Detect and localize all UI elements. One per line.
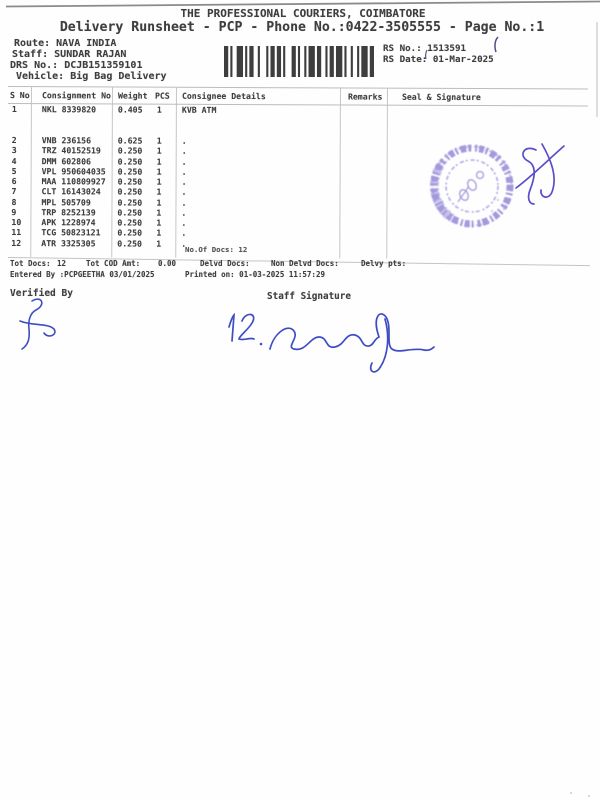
cell-consignment: TRP 8252139 (41, 206, 96, 218)
vehicle-label: Vehicle: (16, 71, 65, 82)
pen-apostrophe-mark (421, 49, 431, 61)
cell-weight: 0.250 (117, 217, 143, 228)
cell-consignee: . (181, 156, 187, 167)
cell-weight: 0.250 (117, 145, 143, 156)
cell-pcs: 1 (156, 166, 162, 177)
scan-speck (570, 792, 572, 794)
staff-value: SUNDAR RAJAN (54, 49, 127, 60)
route-label: Route: (14, 38, 51, 49)
cell-weight: 0.250 (117, 176, 143, 187)
rs-no-label: RS No.: (383, 43, 422, 54)
runsheet-subtitle: Delivery Runsheet - PCP - Phone No.:0422-3505555 - Page No.:1 (59, 20, 545, 35)
drs-value: DCJB151359101 (64, 60, 143, 71)
cell-consignment: TCG 50823121 (41, 227, 101, 238)
rubber-stamp (422, 140, 522, 232)
cell-consignee: . (181, 166, 187, 177)
cell-sno: 6 (11, 176, 17, 187)
route-value: NAVA INDIA (56, 38, 117, 49)
route-line (14, 38, 116, 49)
entered-by: Entered By :PCPGEETHA 03/01/2025 (10, 269, 155, 279)
cell-pcs: 1 (156, 186, 162, 197)
cell-sno: 11 (11, 227, 22, 238)
printed-on: Printed on: 01-03-2025 11:57:29 (185, 269, 325, 279)
cell-consignee: . (181, 197, 187, 208)
seal-initials-signature (508, 134, 572, 210)
delvd-docs-label: Delvd Docs: (200, 259, 250, 268)
cell-weight: 0.250 (117, 166, 143, 177)
cell-pcs: 1 (156, 145, 162, 156)
cell-weight: 0.250 (117, 196, 143, 208)
cell-sno: 8 (11, 196, 17, 207)
verified-by-signature (6, 293, 76, 353)
cell-consignment: ATR 3325305 (41, 237, 96, 248)
cell-pcs: 1 (156, 104, 162, 115)
cell-sno: 4 (11, 155, 17, 166)
cell-weight: 0.625 (117, 135, 143, 146)
table-row (8, 104, 588, 138)
col-header-pcs: PCS (154, 90, 170, 101)
cell-consignment: CLT 16143024 (41, 186, 101, 197)
cell-consignment: VNB 236156 (41, 135, 92, 146)
vehicle-line (16, 71, 167, 82)
cell-weight: 0.250 (117, 237, 142, 249)
drs-label: DRS No.: (10, 60, 59, 71)
vehicle-value: Big Bag Delivery (70, 71, 167, 82)
cell-pcs: 1 (156, 207, 162, 218)
cell-weight: 0.250 (117, 207, 143, 218)
cell-weight: 0.250 (117, 186, 143, 197)
staff-signature-label: Staff Signature (267, 291, 351, 302)
cell-sno: 10 (11, 217, 22, 228)
table-row (7, 237, 587, 250)
cell-consignee: . (181, 146, 187, 157)
cell-sno: 3 (11, 145, 17, 156)
cell-consignment: MAA 110809927 (41, 176, 106, 187)
delvy-pts-label: Delvy pts: (361, 259, 407, 268)
pen-tick-mark (488, 35, 504, 55)
col-header-consignment: Consignment No (41, 90, 111, 101)
cell-pcs: 1 (156, 217, 162, 228)
rs-date-value: 01-Mar-2025 (432, 54, 494, 65)
cell-consignment: VPL 950604035 (41, 165, 106, 177)
tot-cod-label: Tot COD Amt: (86, 259, 141, 268)
scan-right-edge (596, 22, 598, 117)
col-header-consignee: Consignee Details (181, 90, 266, 102)
cell-consignee: . (181, 187, 187, 198)
col-header-seal: Seal & Signature (401, 91, 481, 103)
cell-consignment: APK 1228974 (41, 217, 96, 228)
cell-consignment: TRZ 40152519 (41, 145, 101, 156)
non-delvd-docs-label: Non Delvd Docs: (271, 259, 339, 268)
tot-docs-label: Tot Docs: (10, 259, 51, 268)
cell-consignee: . (181, 217, 187, 228)
cell-sno: 1 (11, 104, 17, 115)
rs-date-label: RS Date: (383, 54, 428, 65)
cell-pcs: 1 (156, 156, 162, 167)
tot-docs-value: 12 (57, 259, 67, 268)
cell-consignee: . (181, 135, 187, 146)
cell-consignee: . (181, 238, 187, 249)
cell-pcs: 1 (156, 227, 162, 238)
staff-label: Staff: (12, 49, 49, 60)
cell-sno: 5 (11, 165, 17, 176)
cell-pcs: 1 (156, 197, 162, 208)
cell-pcs: 1 (156, 176, 162, 187)
cell-consignee: KVB ATM (181, 104, 217, 115)
tot-cod-value: 0.00 (158, 259, 177, 268)
verified-by-label: Verified By (10, 288, 73, 299)
staff-signature (222, 297, 437, 377)
cell-sno: 12 (11, 237, 22, 248)
cell-weight: 0.250 (117, 155, 143, 167)
cell-sno: 9 (11, 206, 17, 217)
col-header-sno: S No (9, 90, 30, 101)
barcode (224, 46, 374, 77)
cell-sno: 2 (11, 135, 17, 146)
rs-no-value: 1513591 (427, 43, 467, 54)
staff-line (12, 49, 126, 60)
col-header-weight: Weight (117, 90, 148, 101)
scan-speck (588, 795, 590, 797)
cell-consignment: NKL 8339820 (41, 104, 97, 115)
cell-pcs: 1 (156, 238, 162, 249)
drs-line (10, 60, 142, 71)
no-of-docs: No.Of Docs: 12 (185, 245, 248, 254)
rs-date-line (383, 54, 494, 65)
col-header-remarks: Remarks (347, 91, 383, 102)
cell-consignee: . (181, 228, 187, 239)
cell-weight: 0.405 (117, 104, 143, 115)
cell-consignment: MPL 505709 (41, 196, 91, 207)
cell-pcs: 1 (156, 135, 162, 146)
company-title: THE PROFESSIONAL COURIERS, COIMBATORE (180, 7, 426, 20)
cell-consignee: . (181, 176, 187, 187)
cell-sno: 7 (11, 186, 17, 197)
cell-weight: 0.250 (117, 227, 143, 238)
cell-consignee: . (181, 207, 187, 218)
cell-consignment: DMM 602806 (41, 155, 91, 166)
